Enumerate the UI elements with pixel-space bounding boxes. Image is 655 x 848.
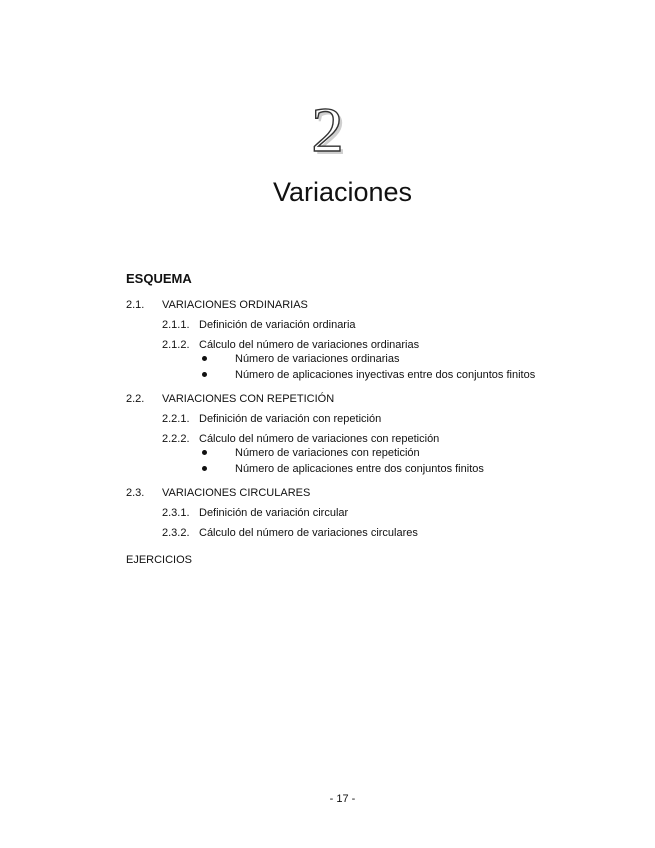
section-number: 2.1. (126, 299, 145, 311)
subsection-item (162, 525, 418, 541)
section-heading (126, 297, 308, 313)
exercises-heading: EJERCICIOS (126, 554, 193, 566)
subsection-number: 2.3.2. (162, 527, 190, 539)
chapter-title: Variaciones (272, 177, 413, 207)
bullet-icon (202, 466, 207, 471)
section-title: VARIACIONES CON REPETICIÓN (162, 393, 335, 405)
section-title: VARIACIONES ORDINARIAS (162, 299, 308, 311)
bullet-icon (202, 372, 207, 377)
section-number: 2.2. (126, 393, 145, 405)
bullet-item: Número de variaciones ordinarias (235, 353, 400, 365)
bullet-item: Número de variaciones con repetición (235, 447, 420, 459)
subsection-number: 2.3.1. (162, 507, 190, 519)
subsection-title: Cálculo del número de variaciones con repetición (199, 433, 440, 445)
page-number: - 17 - (329, 793, 356, 805)
subsection-number: 2.1.1. (162, 319, 190, 331)
bullet-item: Número de aplicaciones entre dos conjuntos finitos (235, 463, 484, 475)
bullet-icon (202, 450, 207, 455)
bullet-item: Número de aplicaciones inyectivas entre dos conjuntos finitos (235, 369, 536, 381)
section-number: 2.3. (126, 487, 145, 499)
chapter-number: 2 (311, 94, 344, 165)
subsection-number: 2.2.1. (162, 413, 190, 425)
section-title: VARIACIONES CIRCULARES (162, 487, 311, 499)
subsection-item (162, 317, 356, 333)
subsection-title: Cálculo del número de variaciones circulares (199, 527, 418, 539)
subsection-title: Cálculo del número de variaciones ordinarias (199, 339, 420, 351)
section-heading (126, 485, 310, 501)
bullet-icon (202, 356, 207, 361)
subsection-title: Definición de variación circular (199, 507, 349, 519)
subsection-title: Definición de variación con repetición (199, 413, 382, 425)
subsection-item (162, 505, 348, 521)
section-heading (126, 391, 334, 407)
subsection-item (162, 411, 381, 427)
subsection-title: Definición de variación ordinaria (199, 319, 356, 331)
subsection-number: 2.2.2. (162, 433, 190, 445)
subsection-number: 2.1.2. (162, 339, 190, 351)
outline-heading: ESQUEMA (126, 271, 192, 286)
